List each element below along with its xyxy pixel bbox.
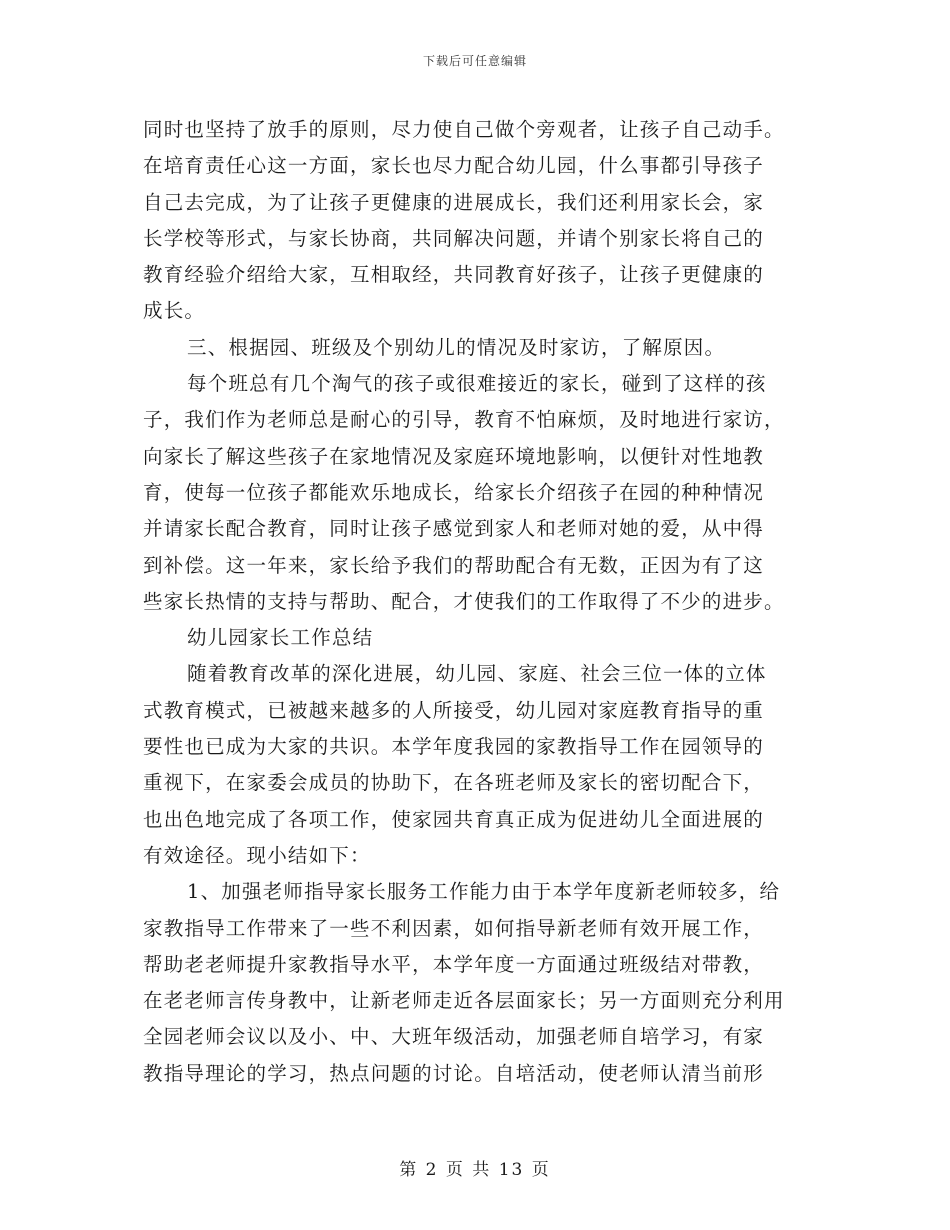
text-line: 家教指导工作带来了一些不利因素，如何指导新老师有效开展工作，	[143, 916, 765, 940]
text-line: 教育经验介绍给大家，互相取经，共同教育好孩子，让孩子更健康的	[143, 263, 765, 287]
text-line: 些家长热情的支持与帮助、配合，才使我们的工作取得了不少的进步。	[143, 589, 785, 613]
text-line: 三、根据园、班级及个别幼儿的情况及时家访，了解原因。	[187, 335, 726, 359]
text-line: 同时也坚持了放手的原则，尽力使自己做个旁观者，让孩子自己动手。	[143, 118, 785, 141]
text-line: 并请家长配合教育，同时让孩子感觉到家人和老师对她的爱，从中得	[143, 517, 765, 541]
text-line: 式教育模式，已被越来越多的人所接受，幼儿园对家庭教育指导的重	[143, 698, 765, 722]
text-line: 子，我们作为老师总是耐心的引导，教育不怕麻烦，及时地进行家访，	[143, 408, 785, 432]
text-line: 在老老师言传身教中，让新老师走近各层面家长；另一方面则充分利用	[143, 989, 785, 1013]
text-line: 重视下，在家委会成员的协助下，在各班老师及家长的密切配合下，	[143, 771, 765, 795]
text-line: 向家长了解这些孩子在家地情况及家庭环境地影响，以便针对性地教	[143, 444, 765, 468]
text-line: 随着教育改革的深化进展，幼儿园、家庭、社会三位一体的立体	[187, 662, 767, 686]
text-line: 育，使每一位孩子都能欢乐地成长，给家长介绍孩子在园的种种情况	[143, 480, 765, 504]
text-line: 全园老师会议以及小、中、大班年级活动，加强老师自培学习，有家	[143, 1025, 765, 1049]
text-line: 有效途径。现小结如下：	[143, 843, 371, 867]
page-number-footer: 第 2 页 共 13 页	[399, 1160, 551, 1180]
text-line: 在培育责任心这一方面，家长也尽力配合幼儿园，什么事都引导孩子	[143, 154, 765, 178]
text-line: 1、加强老师指导家长服务工作能力由于本学年度新老师较多，给	[187, 880, 781, 904]
text-line: 长学校等形式，与家长协商，共同解决问题，并请个别家长将自己的	[143, 226, 765, 250]
text-line: 自己去完成，为了让孩子更健康的进展成长，我们还利用家长会，家	[143, 190, 765, 214]
document-body	[143, 112, 811, 1092]
text-line: 到补偿。这一年来，家长给予我们的帮助配合有无数，正因为有了这	[143, 553, 765, 577]
text-line: 帮助老老师提升家教指导水平，本学年度一方面通过班级结对带教，	[143, 952, 765, 976]
text-line: 要性也已成为大家的共识。本学年度我园的家教指导工作在园领导的	[143, 735, 765, 759]
text-line: 成长。	[143, 299, 206, 323]
text-line: 每个班总有几个淘气的孩子或很难接近的家长，碰到了这样的孩	[187, 372, 767, 396]
text-line: 也出色地完成了各项工作，使家园共育真正成为促进幼儿全面进展的	[143, 807, 765, 831]
text-line: 教指导理论的学习，热点问题的讨论。自培活动，使老师认清当前形	[143, 1061, 765, 1085]
text-line: 幼儿园家长工作总结	[187, 626, 374, 650]
page-header: 下载后可任意编辑	[422, 54, 527, 68]
